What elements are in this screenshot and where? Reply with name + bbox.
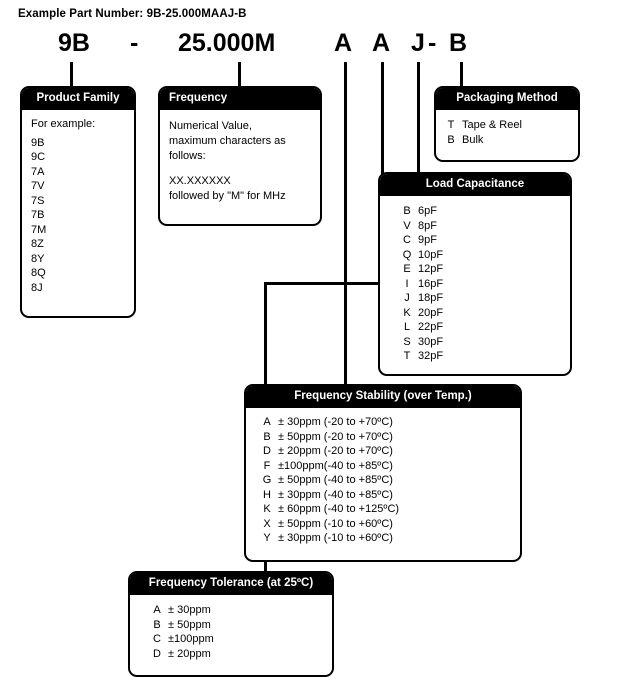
list-item: [256, 502, 399, 517]
packaging-code: T: [447, 119, 455, 131]
list-item: [396, 335, 443, 350]
list-item: [256, 488, 399, 503]
fs-value: ±100ppm: [278, 459, 324, 472]
lc-value: 20pF: [418, 306, 444, 319]
fs-range: (-10 to +60ºC): [323, 517, 393, 530]
example-part-number-label: Example Part Number: 9B-25.000MAAJ-B: [18, 8, 247, 20]
list-item: [396, 349, 443, 364]
pn-char-dash-1: -: [130, 29, 139, 57]
lc-code: T: [403, 350, 411, 362]
fs-range: (-20 to +70ºC): [323, 430, 393, 443]
list-item: [396, 204, 443, 219]
fs-value: ± 50ppm: [278, 430, 321, 443]
lc-value: 22pF: [418, 321, 444, 333]
list-item: [256, 444, 399, 459]
lc-value: 18pF: [418, 292, 444, 304]
product-family-item: 9C: [31, 151, 46, 163]
pn-char-packaging: B: [449, 29, 468, 57]
product-family-item: 8Y: [31, 252, 45, 265]
ft-code: D: [153, 647, 161, 660]
fs-value: ± 30ppm: [278, 532, 321, 544]
product-family-item: 8Z: [31, 238, 44, 250]
box-load-capacitance: [378, 172, 572, 376]
box-load-capacitance-title: Load Capacitance: [380, 174, 570, 196]
fs-code: X: [263, 517, 271, 530]
ft-code: C: [153, 633, 161, 645]
fs-range: (-20 to +70ºC): [323, 416, 393, 428]
lc-code: C: [403, 234, 411, 246]
fs-range: (-40 to +85ºC): [323, 459, 393, 472]
fs-code: B: [263, 430, 271, 443]
frequency-tolerance-list: [146, 603, 214, 661]
list-item: [256, 459, 399, 474]
list-item: [440, 133, 522, 148]
ft-value: ±100ppm: [168, 633, 214, 645]
frequency-line: Numerical Value,: [169, 120, 252, 132]
pn-char-dash-2: -: [428, 29, 437, 57]
leader-packaging: [460, 62, 463, 86]
frequency-line: follows:: [169, 150, 206, 162]
fs-value: ± 50ppm: [278, 474, 321, 486]
list-item: [146, 618, 214, 633]
fs-code: G: [262, 474, 272, 486]
packaging-desc: Tape & Reel: [462, 119, 522, 131]
list-item: [396, 219, 443, 234]
lc-value: 9pF: [418, 234, 437, 246]
fs-range: (-40 to +85ºC): [323, 474, 393, 486]
pn-char-frequency: 25.000M: [178, 29, 276, 57]
ft-value: ± 50ppm: [168, 618, 211, 631]
list-item: [396, 320, 443, 335]
ft-code: B: [153, 618, 161, 631]
lc-value: 6pF: [418, 205, 437, 217]
list-item: [396, 291, 443, 306]
lc-value: 10pF: [418, 248, 444, 261]
lc-code: E: [403, 263, 411, 275]
fs-range: (-40 to +125ºC): [323, 503, 400, 515]
list-item: [396, 248, 443, 263]
product-family-item: 8Q: [31, 267, 46, 279]
leader-product-family: [70, 62, 73, 86]
list-item: [146, 632, 214, 647]
box-packaging-method: [434, 86, 580, 162]
product-family-item: 7M: [31, 223, 47, 236]
box-frequency-title: Frequency: [160, 88, 320, 110]
lc-code: V: [403, 219, 411, 232]
pn-char-frequency-tolerance: A: [372, 29, 391, 57]
fs-value: ± 30ppm: [278, 416, 321, 428]
fs-range: (-10 to +60ºC): [323, 532, 393, 544]
box-frequency-tolerance-title: Frequency Tolerance (at 25ºC): [130, 573, 332, 595]
list-item: [256, 517, 399, 532]
list-item: [396, 233, 443, 248]
list-item: [440, 118, 522, 133]
lc-code: L: [403, 321, 411, 333]
leader-frequency: [238, 62, 241, 86]
fs-code: A: [263, 416, 271, 428]
pn-char-load-capacitance: J: [411, 29, 425, 57]
lc-value: 16pF: [418, 277, 444, 290]
pn-char-frequency-stability: A: [334, 29, 353, 57]
packaging-method-list: [440, 118, 522, 147]
product-family-item: 7V: [31, 180, 45, 192]
ft-value: ± 20ppm: [168, 647, 211, 660]
leader-frequency-tolerance-h: [264, 282, 384, 285]
fs-code: H: [263, 488, 271, 501]
fs-value: ± 60ppm: [278, 503, 321, 515]
product-family-item: 7S: [31, 194, 45, 207]
lc-value: 32pF: [418, 350, 444, 362]
leader-load-capacitance: [417, 62, 420, 172]
lc-code: Q: [402, 248, 412, 261]
box-frequency-stability: [244, 384, 522, 562]
lc-value: 8pF: [418, 219, 437, 232]
product-family-item: 9B: [31, 136, 45, 149]
fs-value: ± 30ppm: [278, 488, 321, 501]
lc-code: S: [403, 335, 411, 348]
list-item: [396, 262, 443, 277]
lc-code: B: [403, 205, 411, 217]
fs-code: F: [263, 459, 271, 472]
box-product-family: [20, 86, 136, 318]
frequency-line: XX.XXXXXX: [169, 175, 231, 187]
list-item: [256, 531, 399, 546]
frequency-line: maximum characters as: [169, 135, 286, 147]
list-item: [256, 473, 399, 488]
box-product-family-title: Product Family: [22, 88, 134, 110]
list-item: [256, 430, 399, 445]
list-item: [396, 277, 443, 292]
box-frequency-tolerance: [128, 571, 334, 677]
lc-code: K: [403, 306, 411, 319]
fs-code: K: [263, 503, 271, 515]
fs-code: D: [263, 445, 271, 457]
frequency-stability-list: [256, 415, 399, 546]
fs-range: (-40 to +85ºC): [323, 488, 393, 501]
leader-frequency-stability: [344, 62, 347, 384]
fs-range: (-20 to +70ºC): [323, 445, 393, 457]
lc-code: I: [405, 277, 409, 290]
lc-value: 30pF: [418, 335, 444, 348]
fs-value: ± 20ppm: [278, 445, 321, 457]
list-item: [146, 603, 214, 618]
packaging-code: B: [447, 133, 455, 146]
packaging-desc: Bulk: [462, 133, 484, 146]
lc-code: J: [404, 292, 410, 304]
list-item: [396, 306, 443, 321]
box-frequency-stability-title: Frequency Stability (over Temp.): [246, 386, 520, 408]
lc-value: 12pF: [418, 263, 444, 275]
box-frequency: [158, 86, 322, 226]
product-family-item: 7A: [31, 165, 45, 178]
pn-char-product-family: 9B: [58, 29, 90, 57]
product-family-intro: For example:: [31, 118, 96, 130]
list-item: [146, 647, 214, 662]
ft-code: A: [153, 604, 161, 616]
list-item: [256, 415, 399, 430]
product-family-item: 8J: [31, 281, 43, 294]
fs-code: Y: [263, 532, 271, 544]
box-packaging-method-title: Packaging Method: [436, 88, 578, 110]
load-capacitance-list: [396, 204, 443, 364]
frequency-line: followed by "M" for MHz: [169, 190, 286, 202]
fs-value: ± 50ppm: [278, 517, 321, 530]
ft-value: ± 30ppm: [168, 604, 211, 616]
product-family-item: 7B: [31, 209, 45, 221]
